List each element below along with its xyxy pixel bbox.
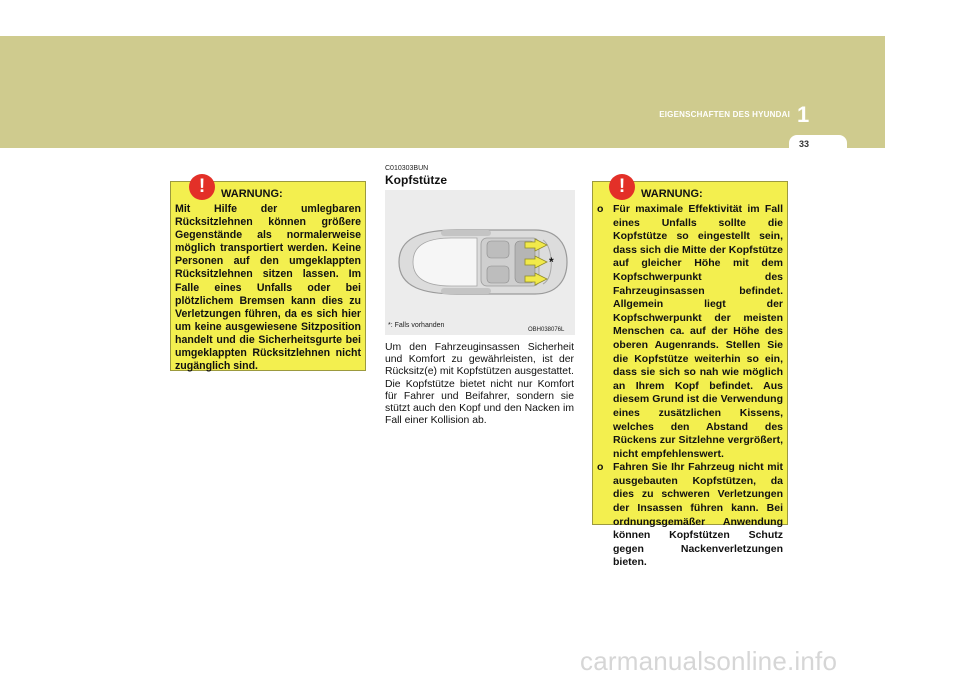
figure-note: *: Falls vorhanden [388,322,445,329]
list-bullet: o [597,203,604,215]
body-paragraph: Die Kopfstütze bietet nicht nur Komfort für Fahrer und Beifahrer, sondern sie stützt auch den Kopf und den Nacken im Fall einer Kollision ab. [385,378,574,427]
list-item [597,461,783,570]
exclamation-icon: ! [609,174,635,200]
figure-asterisk: * [549,255,554,269]
section-body [385,342,574,427]
chapter-title: EIGENSCHAFTEN DES HYUNDAI [659,110,790,119]
warning-heading: WARNUNG: [641,188,703,200]
chapter-header-band [0,36,885,148]
list-item-text: Für maximale Effektivität im Fall eines Unfalls sollte die Kopfstütze so eingestellt sein, dass sich die Mitte der Kopfstütze auf gleicher Höhe mit dem Kopfschwerpunkt des Fahrzeuginsassen befindet. Allgemein liegt der Kopfschwerpunkt der meisten Menschen ca. auf der Höhe des oberen Augenrands. Stellen Sie die Kopfstütze weiterhin so ein, dass sie sich so nah wie möglich an Ihrem Kopf befindet. Aus diesem Grund ist die Verwendung eines zusätzlichen Kissens, welches den Abstand des Rückens zur Sitzlehne vergrößert, nicht empfehlenswert. [613,203,783,460]
warning-list [597,203,783,570]
warning-heading: WARNUNG: [221,188,283,200]
exclamation-icon: ! [189,174,215,200]
list-bullet: o [597,461,604,474]
car-headrest-figure [385,190,575,335]
section-title: Kopfstütze [385,173,447,187]
figure-code: OBH038076L [528,327,565,333]
car-topview-illustration [385,190,575,335]
body-paragraph: Um den Fahrzeuginsassen Sicherheit und Komfort zu gewährleisten, ist der Rücksitz(e) mit Kopfstützen ausgestattet. [385,342,574,378]
page-number: 33 [798,139,809,149]
section-code: C010303BUN [385,165,429,172]
list-item-text: Fahren Sie Ihr Fahrzeug nicht mit ausgebauten Kopfstützen, da dies zu schweren Verletzungen der Insassen führen kann. Bei ordnungsgemäßer Anwendung können Kopfstützen Schutz gegen Nackenverletzungen bieten. [613,461,783,569]
warning-box-right [592,176,788,569]
chapter-number: 1 [797,102,810,127]
list-item [597,203,783,461]
warning-text: Mit Hilfe der umlegbaren Rücksitzlehnen können größere Gegenstände als normalerweise möglich transportiert werden. Keine Personen auf den umgeklappten Rücksitzlehnen sitzen lassen. Im Falle eines Unfalls oder bei plötzlichem Bremsen kann dies zu Verletzungen führen, da es sich hier um keine ausgewiesene Sitzposition handelt und die Sicherheitsgurte bei umgeklappten Rücksitzlehnen nicht zugänglich sind. [175,203,361,373]
watermark-logo: carmanualsonline.info [580,646,838,676]
warning-box-left [170,176,366,373]
